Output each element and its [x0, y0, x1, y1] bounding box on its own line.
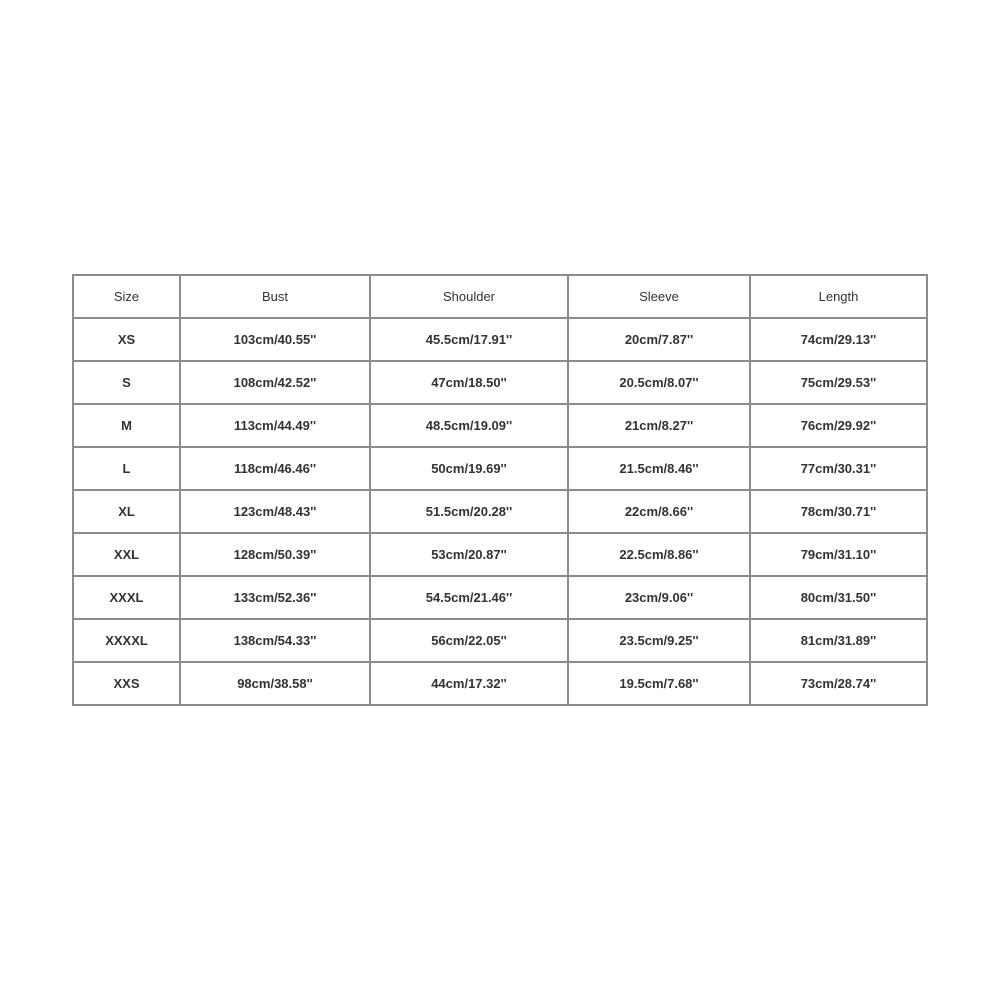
cell-size: XXXL — [73, 576, 180, 619]
header-length: Length — [750, 275, 927, 318]
cell-sleeve: 23cm/9.06'' — [568, 576, 750, 619]
table-row — [73, 576, 927, 619]
cell-size: XXL — [73, 533, 180, 576]
cell-bust: 113cm/44.49'' — [180, 404, 370, 447]
cell-length: 80cm/31.50'' — [750, 576, 927, 619]
cell-shoulder: 56cm/22.05'' — [370, 619, 568, 662]
cell-bust: 103cm/40.55'' — [180, 318, 370, 361]
header-size: Size — [73, 275, 180, 318]
cell-shoulder: 44cm/17.32'' — [370, 662, 568, 705]
cell-sleeve: 21cm/8.27'' — [568, 404, 750, 447]
table-row — [73, 447, 927, 490]
cell-size: XXS — [73, 662, 180, 705]
cell-length: 78cm/30.71'' — [750, 490, 927, 533]
table-row — [73, 404, 927, 447]
cell-size: XS — [73, 318, 180, 361]
cell-shoulder: 47cm/18.50'' — [370, 361, 568, 404]
size-chart-table — [72, 274, 928, 706]
cell-bust: 98cm/38.58'' — [180, 662, 370, 705]
header-sleeve: Sleeve — [568, 275, 750, 318]
cell-sleeve: 22cm/8.66'' — [568, 490, 750, 533]
header-bust: Bust — [180, 275, 370, 318]
cell-shoulder: 48.5cm/19.09'' — [370, 404, 568, 447]
table-row — [73, 619, 927, 662]
table-row — [73, 361, 927, 404]
table-row — [73, 318, 927, 361]
cell-shoulder: 51.5cm/20.28'' — [370, 490, 568, 533]
cell-size: XL — [73, 490, 180, 533]
cell-size: S — [73, 361, 180, 404]
cell-length: 73cm/28.74'' — [750, 662, 927, 705]
cell-bust: 133cm/52.36'' — [180, 576, 370, 619]
cell-sleeve: 22.5cm/8.86'' — [568, 533, 750, 576]
table-header-row — [73, 275, 927, 318]
cell-length: 74cm/29.13'' — [750, 318, 927, 361]
header-shoulder: Shoulder — [370, 275, 568, 318]
cell-length: 81cm/31.89'' — [750, 619, 927, 662]
cell-bust: 118cm/46.46'' — [180, 447, 370, 490]
cell-length: 75cm/29.53'' — [750, 361, 927, 404]
cell-size: M — [73, 404, 180, 447]
cell-bust: 128cm/50.39'' — [180, 533, 370, 576]
cell-length: 76cm/29.92'' — [750, 404, 927, 447]
table-row — [73, 662, 927, 705]
table-row — [73, 533, 927, 576]
cell-sleeve: 19.5cm/7.68'' — [568, 662, 750, 705]
cell-length: 79cm/31.10'' — [750, 533, 927, 576]
cell-size: XXXXL — [73, 619, 180, 662]
cell-shoulder: 54.5cm/21.46'' — [370, 576, 568, 619]
cell-sleeve: 20.5cm/8.07'' — [568, 361, 750, 404]
cell-bust: 123cm/48.43'' — [180, 490, 370, 533]
cell-sleeve: 20cm/7.87'' — [568, 318, 750, 361]
cell-shoulder: 53cm/20.87'' — [370, 533, 568, 576]
cell-sleeve: 23.5cm/9.25'' — [568, 619, 750, 662]
cell-sleeve: 21.5cm/8.46'' — [568, 447, 750, 490]
cell-size: L — [73, 447, 180, 490]
table-row — [73, 490, 927, 533]
cell-shoulder: 50cm/19.69'' — [370, 447, 568, 490]
cell-bust: 138cm/54.33'' — [180, 619, 370, 662]
cell-length: 77cm/30.31'' — [750, 447, 927, 490]
cell-shoulder: 45.5cm/17.91'' — [370, 318, 568, 361]
cell-bust: 108cm/42.52'' — [180, 361, 370, 404]
